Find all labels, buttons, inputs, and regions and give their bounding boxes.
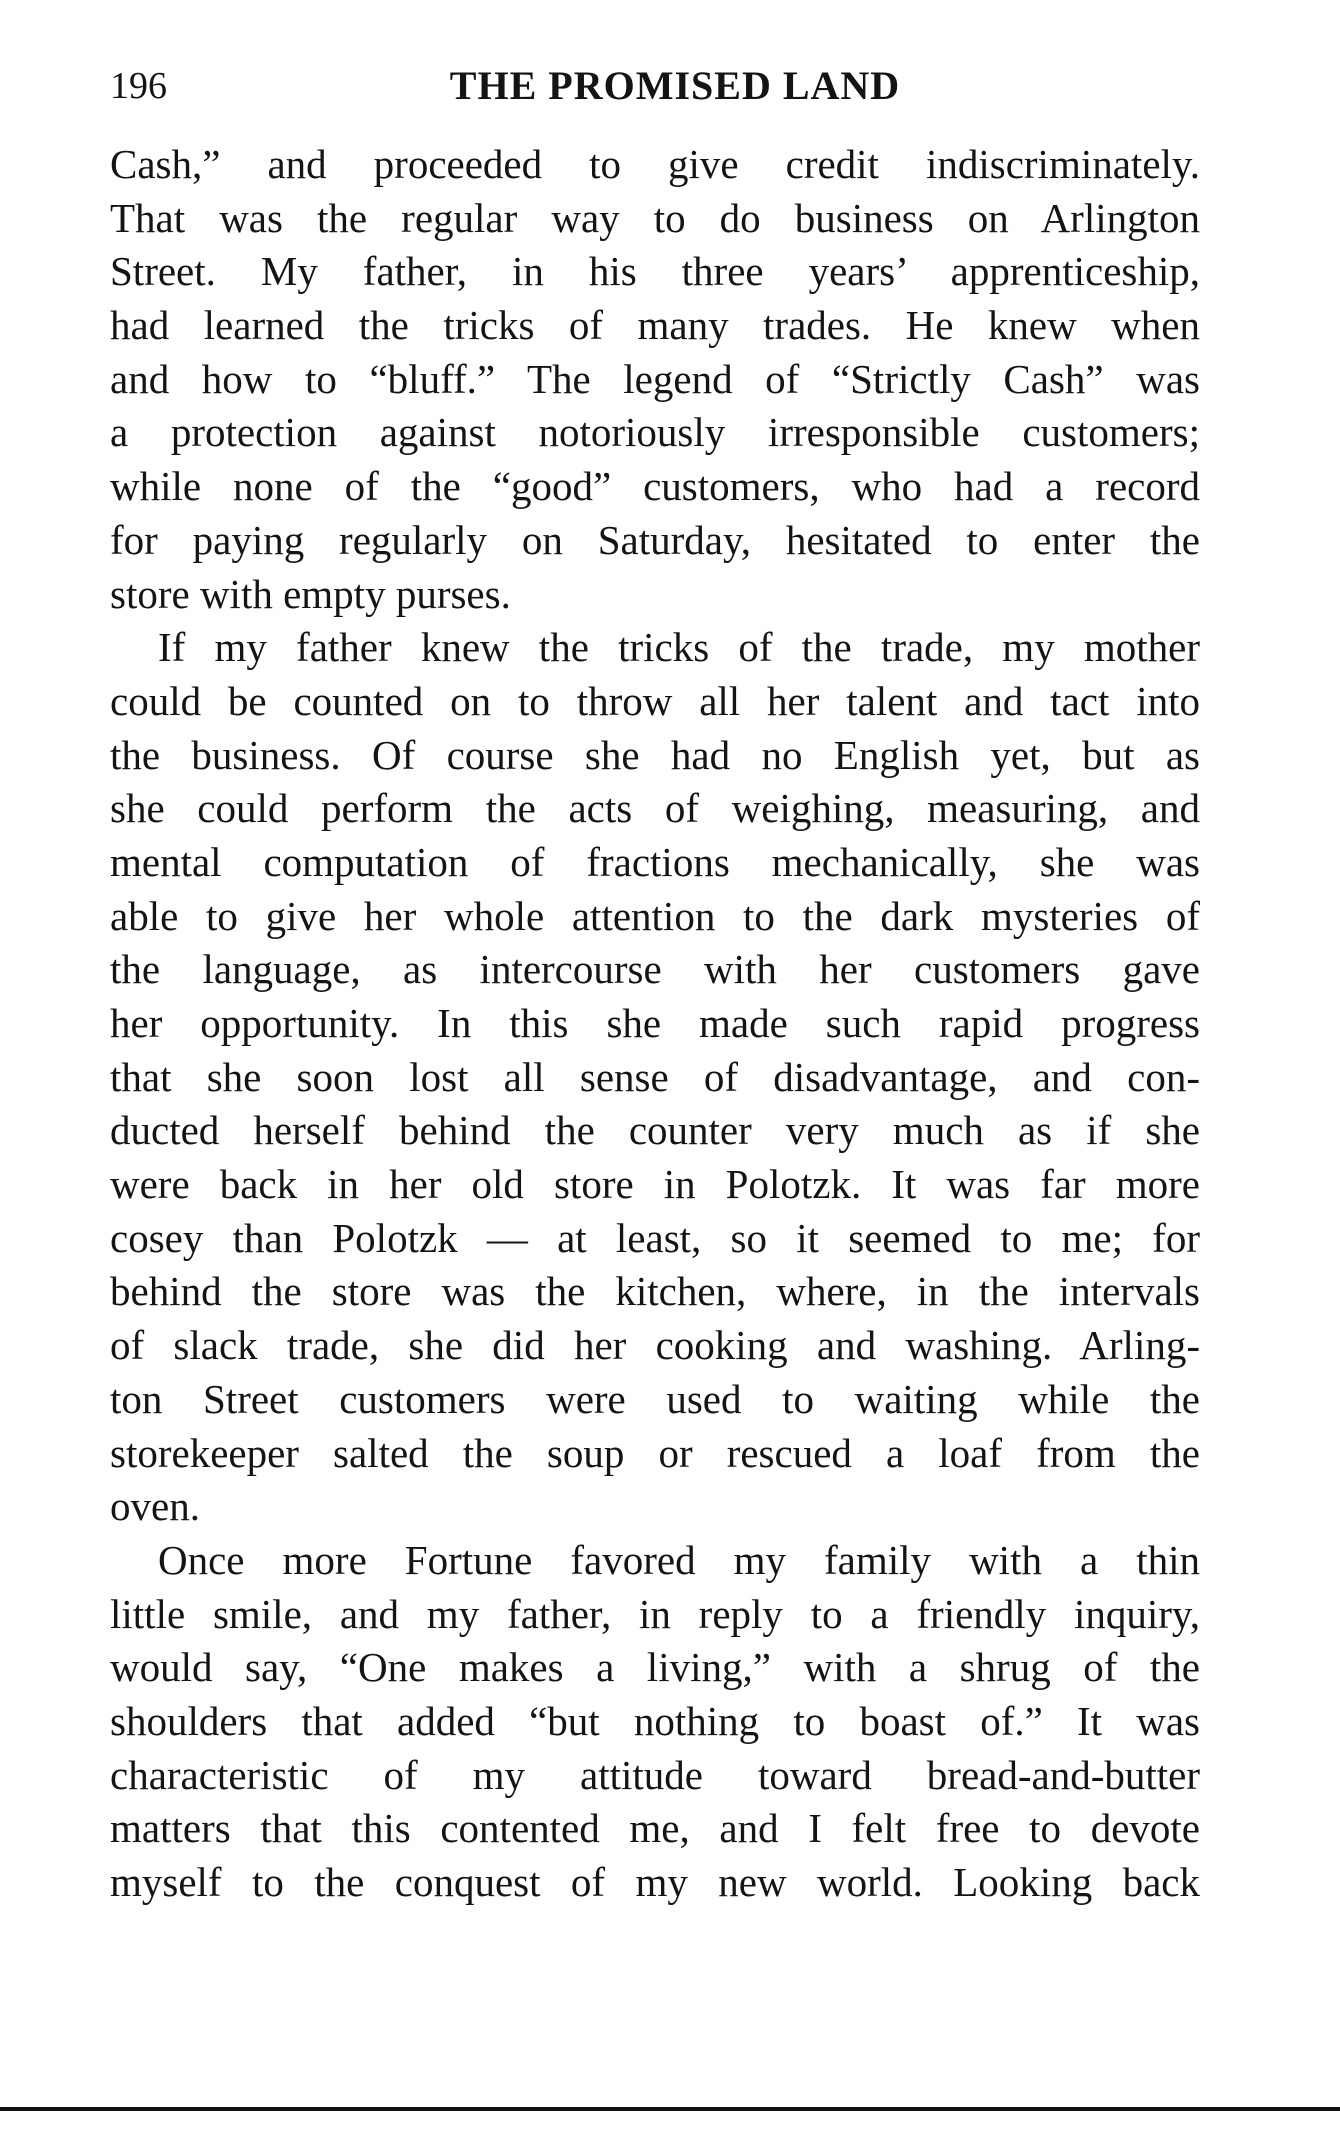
bottom-rule — [0, 2107, 1340, 2111]
text-line: the business. Of course she had no English yet, but as — [110, 731, 1200, 778]
paragraph-start-line: Once more Fortune favored my family with a thin — [158, 1536, 1200, 1583]
paragraph-start-line: If my father knew the tricks of the trade, my mother — [158, 624, 1200, 671]
text-line: had learned the tricks of many trades. He knew when — [110, 302, 1200, 349]
text-line: behind the store was the kitchen, where, in the intervals — [110, 1268, 1200, 1315]
text-line: were back in her old store in Polotzk. It was far more — [110, 1161, 1200, 1208]
text-line: ton Street customers were used to waiting while the — [110, 1375, 1200, 1422]
text-line: and how to “bluff.” The legend of “Strictly Cash” was — [110, 355, 1200, 402]
text-line: shoulders that added “but nothing to boast of.” It was — [110, 1697, 1200, 1744]
paragraph-end-line: store with empty purses. — [110, 570, 511, 617]
text-line: could be counted on to throw all her talent and tact into — [110, 677, 1200, 724]
text-line: she could perform the acts of weighing, measuring, and — [110, 785, 1200, 832]
text-line: Street. My father, in his three years’ apprenticeship, — [110, 248, 1200, 295]
text-line: little smile, and my father, in reply to a friendly inquiry, — [110, 1590, 1200, 1637]
running-title: THE PROMISED LAND — [449, 63, 901, 108]
text-line: myself to the conquest of my new world. Looking back — [110, 1859, 1200, 1905]
text-line: able to give her whole attention to the dark mysteries of — [110, 892, 1200, 939]
text-line: for paying regularly on Saturday, hesitated to enter the — [110, 516, 1200, 563]
text-line: the language, as intercourse with her customers gave — [110, 946, 1200, 993]
text-line: mental computation of fractions mechanically, she was — [110, 838, 1200, 885]
text-line: while none of the “good” customers, who had a record — [110, 463, 1200, 510]
text-line: storekeeper salted the soup or rescued a loaf from the — [110, 1429, 1200, 1476]
text-line: her opportunity. In this she made such rapid progress — [110, 1000, 1200, 1046]
text-line: would say, “One makes a living,” with a shrug of the — [110, 1644, 1200, 1691]
text-line: that she soon lost all sense of disadvantage, and con- — [110, 1053, 1200, 1100]
body-text — [110, 138, 1200, 1910]
text-line: of slack trade, she did her cooking and washing. Arling- — [110, 1322, 1200, 1369]
paragraph-end-line: oven. — [110, 1483, 200, 1530]
text-line: cosey than Polotzk — at least, so it seemed to me; for — [110, 1214, 1200, 1261]
page-header — [110, 56, 1200, 116]
text-line: a protection against notoriously irresponsible customers; — [110, 409, 1200, 456]
text-line: Cash,” and proceeded to give credit indiscriminately. — [110, 141, 1200, 187]
text-line: That was the regular way to do business on Arlington — [110, 194, 1200, 241]
text-line: ducted herself behind the counter very much as if she — [110, 1107, 1200, 1154]
text-line: matters that this contented me, and I felt free to devote — [110, 1805, 1200, 1852]
text-line: characteristic of my attitude toward bread-and-butter — [110, 1751, 1200, 1798]
page-number: 196 — [110, 65, 167, 107]
